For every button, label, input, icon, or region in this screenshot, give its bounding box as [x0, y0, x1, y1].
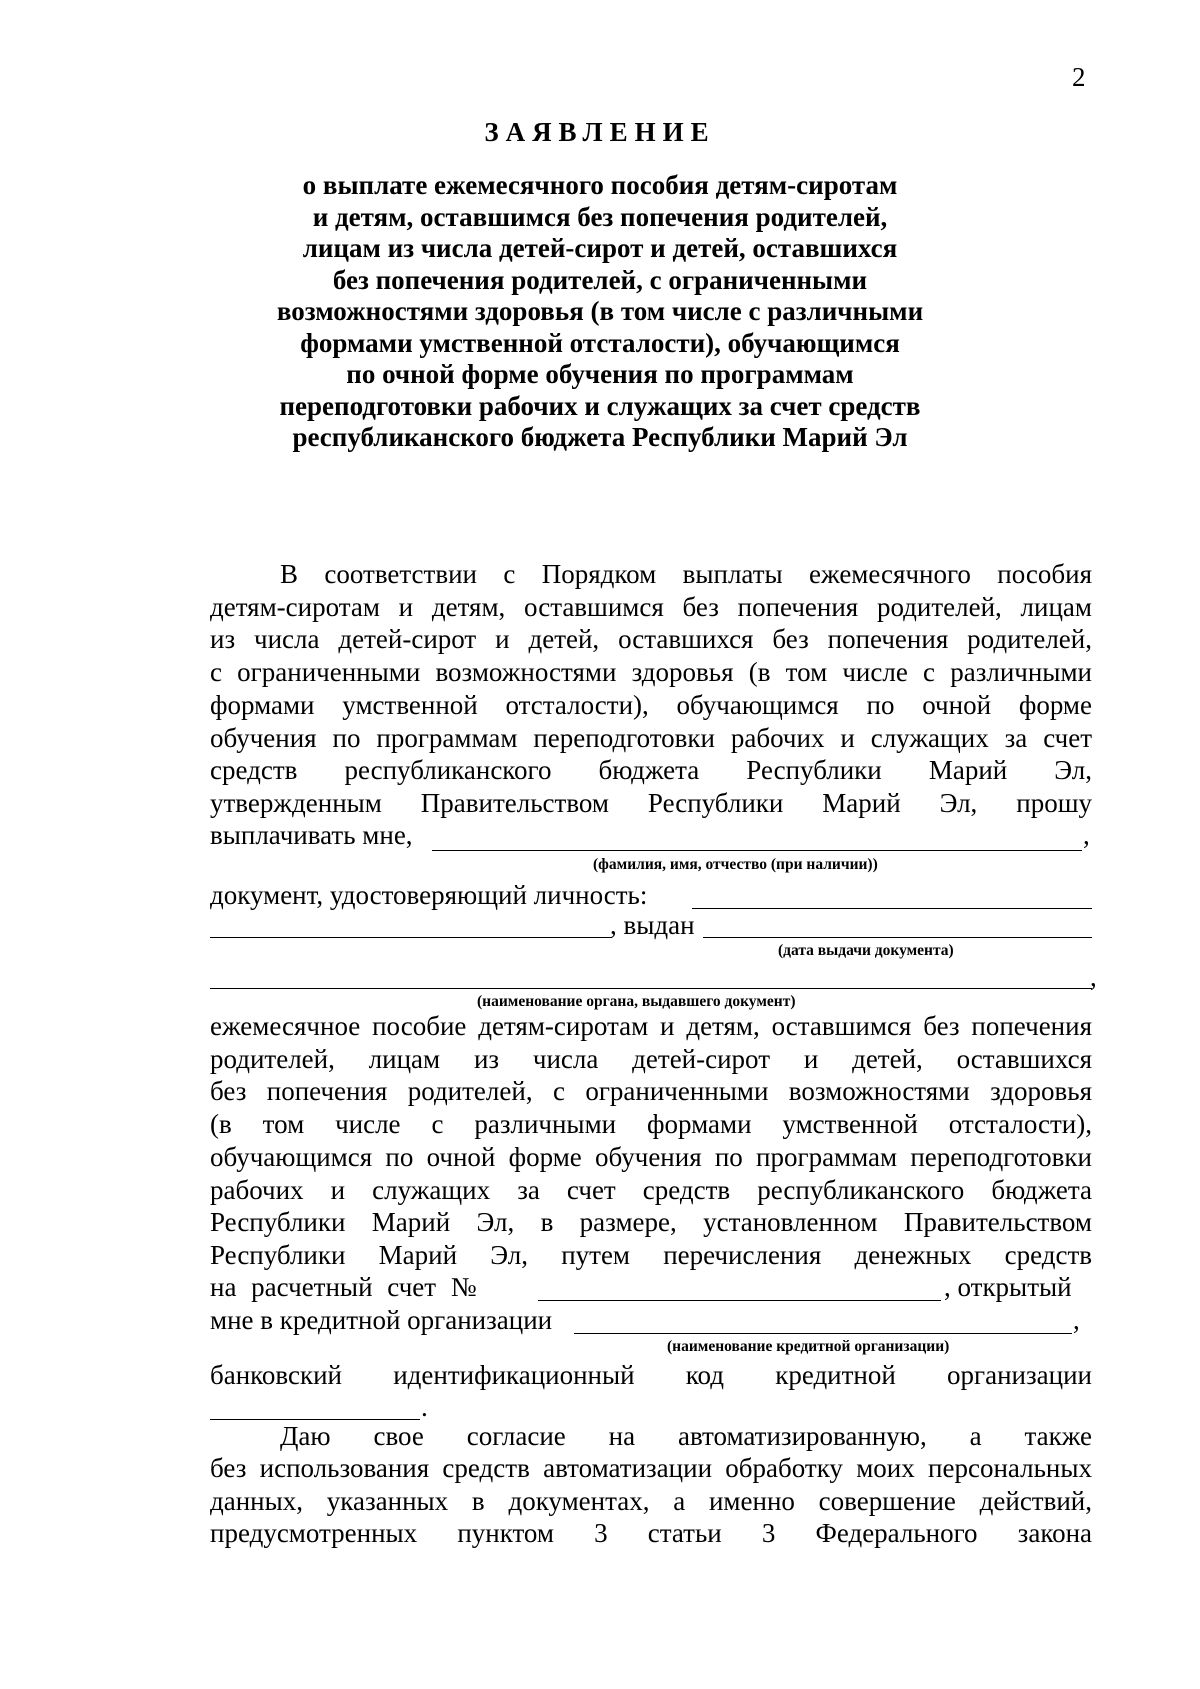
paragraph-line: обучающимся по очной форме обучения по программам переподготовки	[210, 1141, 1092, 1172]
paragraph-line: рабочих и служащих за счет средств республиканского бюджета	[210, 1174, 1092, 1205]
paragraph-line: Республики Марий Эл, в размере, установленном Правительством	[210, 1207, 1092, 1238]
bic-word: банковский	[210, 1360, 343, 1390]
paragraph-consent	[210, 1420, 1092, 1550]
bic-word: кредитной	[775, 1360, 896, 1390]
paragraph-line: без попечения родителей, с ограниченными возможностями здоровья	[210, 1076, 1092, 1107]
paragraph-line: без использования средств автоматизации обработку моих персональных	[210, 1453, 1092, 1484]
issue-date-caption: (дата выдачи документа)	[778, 942, 954, 959]
bic-word: организации	[947, 1360, 1092, 1390]
id-doc-field-continued[interactable]	[210, 937, 612, 938]
issuer-caption: (наименование органа, выдавшего документ)	[477, 993, 796, 1010]
document-subtitle	[200, 170, 1000, 454]
paragraph-line: с ограниченными возможностями здоровья (в том числе с различными	[210, 657, 1092, 688]
fio-field[interactable]	[432, 850, 1082, 851]
paragraph-line: средств республиканского бюджета Республики Марий Эл,	[210, 755, 1092, 786]
paragraph-intro	[210, 558, 1092, 820]
paragraph-line: детям-сиротам и детям, оставшимся без попечения родителей, лицам	[210, 591, 1092, 622]
paragraph-line: из числа детей-сирот и детей, оставшихся без попечения родителей,	[210, 624, 1092, 655]
paragraph-line: ежемесячное пособие детям-сиротам и детям, оставшимся без попечения	[210, 1011, 1092, 1041]
issuer-comma: ,	[1090, 962, 1097, 992]
subtitle-line: лицам из числа детей-сирот и детей, оставшихся	[302, 233, 898, 263]
bic-word: идентификационный	[393, 1360, 635, 1390]
paragraph-line: Даю свое согласие на автоматизированную, а также	[280, 1421, 1092, 1451]
subtitle-line: и детям, оставшимся без попечения родителей,	[312, 201, 888, 232]
paragraph-line: (в том числе с различными формами умственной отсталости),	[210, 1109, 1092, 1140]
subtitle-line: возможностями здоровья (в том числе с различными	[276, 296, 924, 326]
paragraph-line: предусмотренных пунктом 3 статьи 3 Федерального закона	[210, 1518, 1092, 1549]
paragraph-line: данных, указанных в документах, а именно совершение действий,	[210, 1485, 1092, 1516]
paragraph-line: родителей, лицам из числа детей-сирот и детей, оставшихся	[210, 1043, 1092, 1074]
subtitle-line: республиканского бюджета Республики Марий Эл	[292, 422, 908, 452]
paragraph-line: формами умственной отсталости), обучающимся по очной форме	[210, 689, 1092, 720]
account-label: на расчетный счет №	[210, 1272, 477, 1302]
bank-label: мне в кредитной организации	[210, 1305, 553, 1335]
fio-caption: (фамилия, имя, отчество (при наличии))	[593, 856, 878, 873]
paragraph-allowance	[210, 1010, 1092, 1272]
page-number: 2	[1072, 62, 1086, 92]
pay-to-label: выплачивать мне,	[210, 820, 413, 850]
bank-comma: ,	[1073, 1305, 1080, 1335]
bic-line	[210, 1360, 1092, 1391]
bic-period: .	[421, 1392, 428, 1422]
id-doc-field[interactable]	[692, 908, 1092, 909]
paragraph-line: В соответствии с Порядком выплаты ежемесячного пособия	[280, 559, 1092, 589]
account-number-field[interactable]	[538, 1300, 941, 1301]
issued-label: , выдан	[610, 910, 695, 940]
subtitle-line: переподготовки рабочих и служащих за счет средств	[279, 390, 921, 421]
document-title: ЗАЯВЛЕНИЕ	[484, 117, 716, 147]
paragraph-line: обучения по программам переподготовки рабочих и служащих за счет	[210, 722, 1092, 753]
subtitle-line: формами умственной отсталости), обучающимся	[300, 327, 900, 358]
fio-comma: ,	[1083, 820, 1090, 850]
id-doc-label: документ, удостоверяющий личность:	[210, 880, 648, 910]
paragraph-line: Республики Марий Эл, путем перечисления денежных средств	[210, 1239, 1092, 1270]
subtitle-line: по очной форме обучения по программам	[346, 359, 854, 389]
subtitle-line: без попечения родителей, с ограниченными	[332, 264, 868, 295]
issue-date-field[interactable]	[703, 937, 1092, 938]
paragraph-line: утвержденным Правительством Республики Марий Эл, прошу	[210, 787, 1092, 818]
bank-name-field[interactable]	[574, 1333, 1072, 1334]
bic-word: код	[685, 1360, 725, 1390]
issuer-field[interactable]	[210, 988, 1092, 989]
bank-caption: (наименование кредитной организации)	[667, 1338, 950, 1355]
subtitle-line: о выплате ежемесячного пособия детям-сиротам	[302, 170, 898, 200]
account-suffix: , открытый	[944, 1272, 1072, 1302]
